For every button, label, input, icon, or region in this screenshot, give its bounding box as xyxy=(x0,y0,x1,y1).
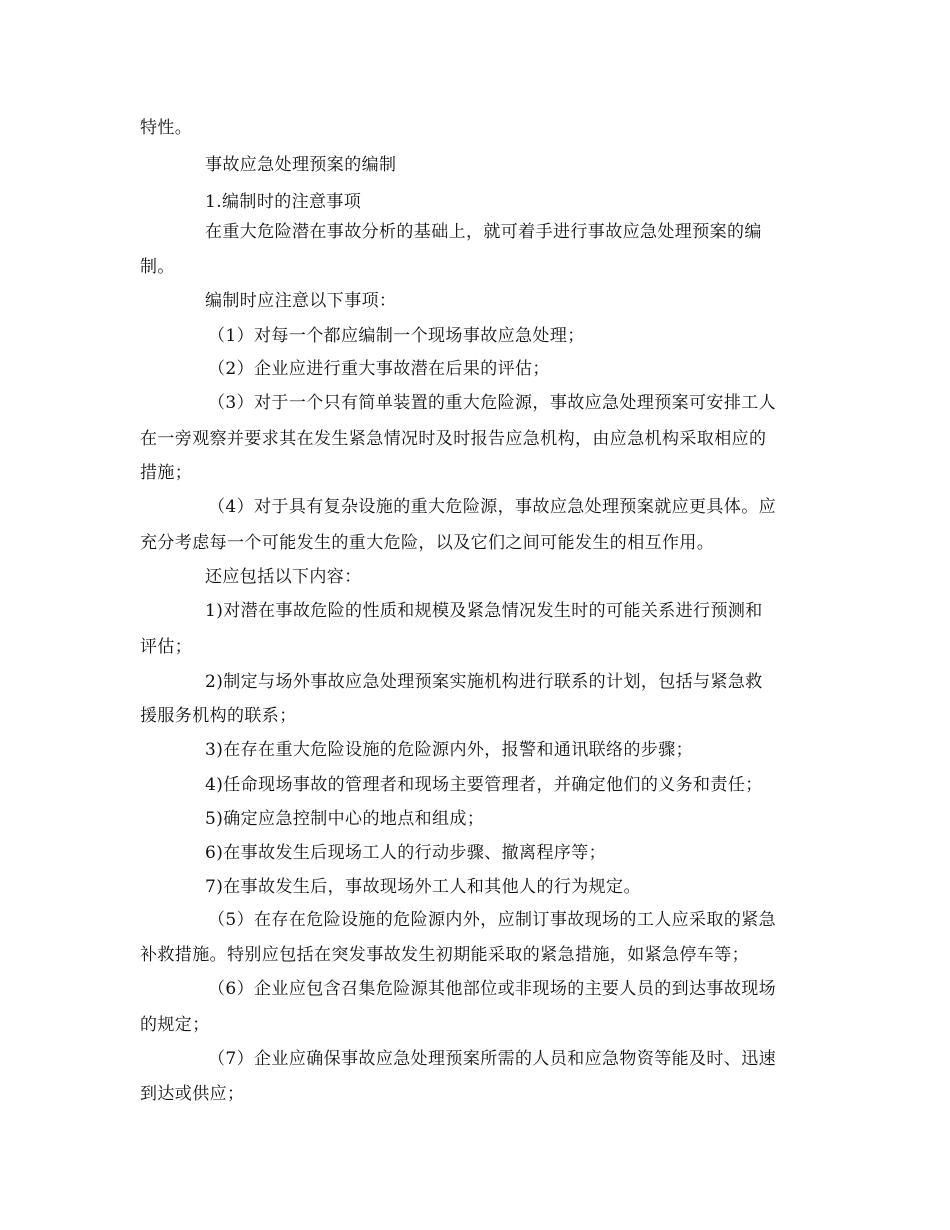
list-item: （2）企业应进行重大事故潜在后果的评估； xyxy=(208,359,550,379)
list-item: （7）企业应确保事故应急处理预案所需的人员和应急物资等能及时、迅速 xyxy=(208,1049,777,1069)
list-item: 3)在存在重大危险设施的危险源内外，报警和通讯联络的步骤； xyxy=(205,740,694,760)
list-item: 5)确定应急控制中心的地点和组成； xyxy=(205,809,485,829)
section-heading: 事故应急处理预案的编制 xyxy=(205,155,397,175)
paragraph-line: 制。 xyxy=(140,257,175,277)
list-item: 7)在事故发生后，事故现场外工人和其他人的行为规定。 xyxy=(205,877,641,897)
paragraph-line: 补救措施。特别应包括在突发事故发生初期能采取的紧急措施，如紧急停车等； xyxy=(140,945,749,965)
paragraph-line: 的规定； xyxy=(140,1015,210,1035)
list-item: （4）对于具有复杂设施的重大危险源，事故应急处理预案就应更具体。应 xyxy=(208,497,777,517)
paragraph-line: 充分考虑每一个可能发生的重大危险，以及它们之间可能发生的相互作用。 xyxy=(140,533,715,553)
list-item: （5）在存在危险设施的危险源内外，应制订事故现场的工人应采取的紧急 xyxy=(208,910,777,930)
paragraph-line: 在重大危险潜在事故分析的基础上，就可着手进行事故应急处理预案的编 xyxy=(205,222,762,242)
paragraph-line: 评估； xyxy=(140,637,193,657)
paragraph-line: 还应包括以下内容： xyxy=(205,567,362,587)
list-item: 2)制定与场外事故应急处理预案实施机构进行联系的计划，包括与紧急救 xyxy=(205,672,763,692)
paragraph-line: 特性。 xyxy=(140,118,193,138)
paragraph-line: 到达或供应； xyxy=(140,1084,245,1104)
subsection-heading: 1.编制时的注意事项 xyxy=(205,192,362,212)
paragraph-line: 在一旁观察并要求其在发生紧急情况时及时报告应急机构，由应急机构采取相应的 xyxy=(140,429,767,449)
list-item: （6）企业应包含召集危险源其他部位或非现场的主要人员的到达事故现场 xyxy=(208,979,777,999)
list-item: 6)在事故发生后现场工人的行动步骤、撤离程序等； xyxy=(205,843,607,863)
list-item: （1）对每一个都应编制一个现场事故应急处理； xyxy=(208,326,585,346)
list-item: （3）对于一个只有简单装置的重大危险源，事故应急处理预案可安排工人 xyxy=(208,393,777,413)
paragraph-line: 措施； xyxy=(140,463,193,483)
paragraph-line: 援服务机构的联系； xyxy=(140,706,297,726)
paragraph-line: 编制时应注意以下事项： xyxy=(205,291,397,311)
list-item: 4)任命现场事故的管理者和现场主要管理者，并确定他们的义务和责任； xyxy=(205,775,763,795)
list-item: 1)对潜在事故危险的性质和规模及紧急情况发生时的可能关系进行预测和 xyxy=(205,601,763,621)
